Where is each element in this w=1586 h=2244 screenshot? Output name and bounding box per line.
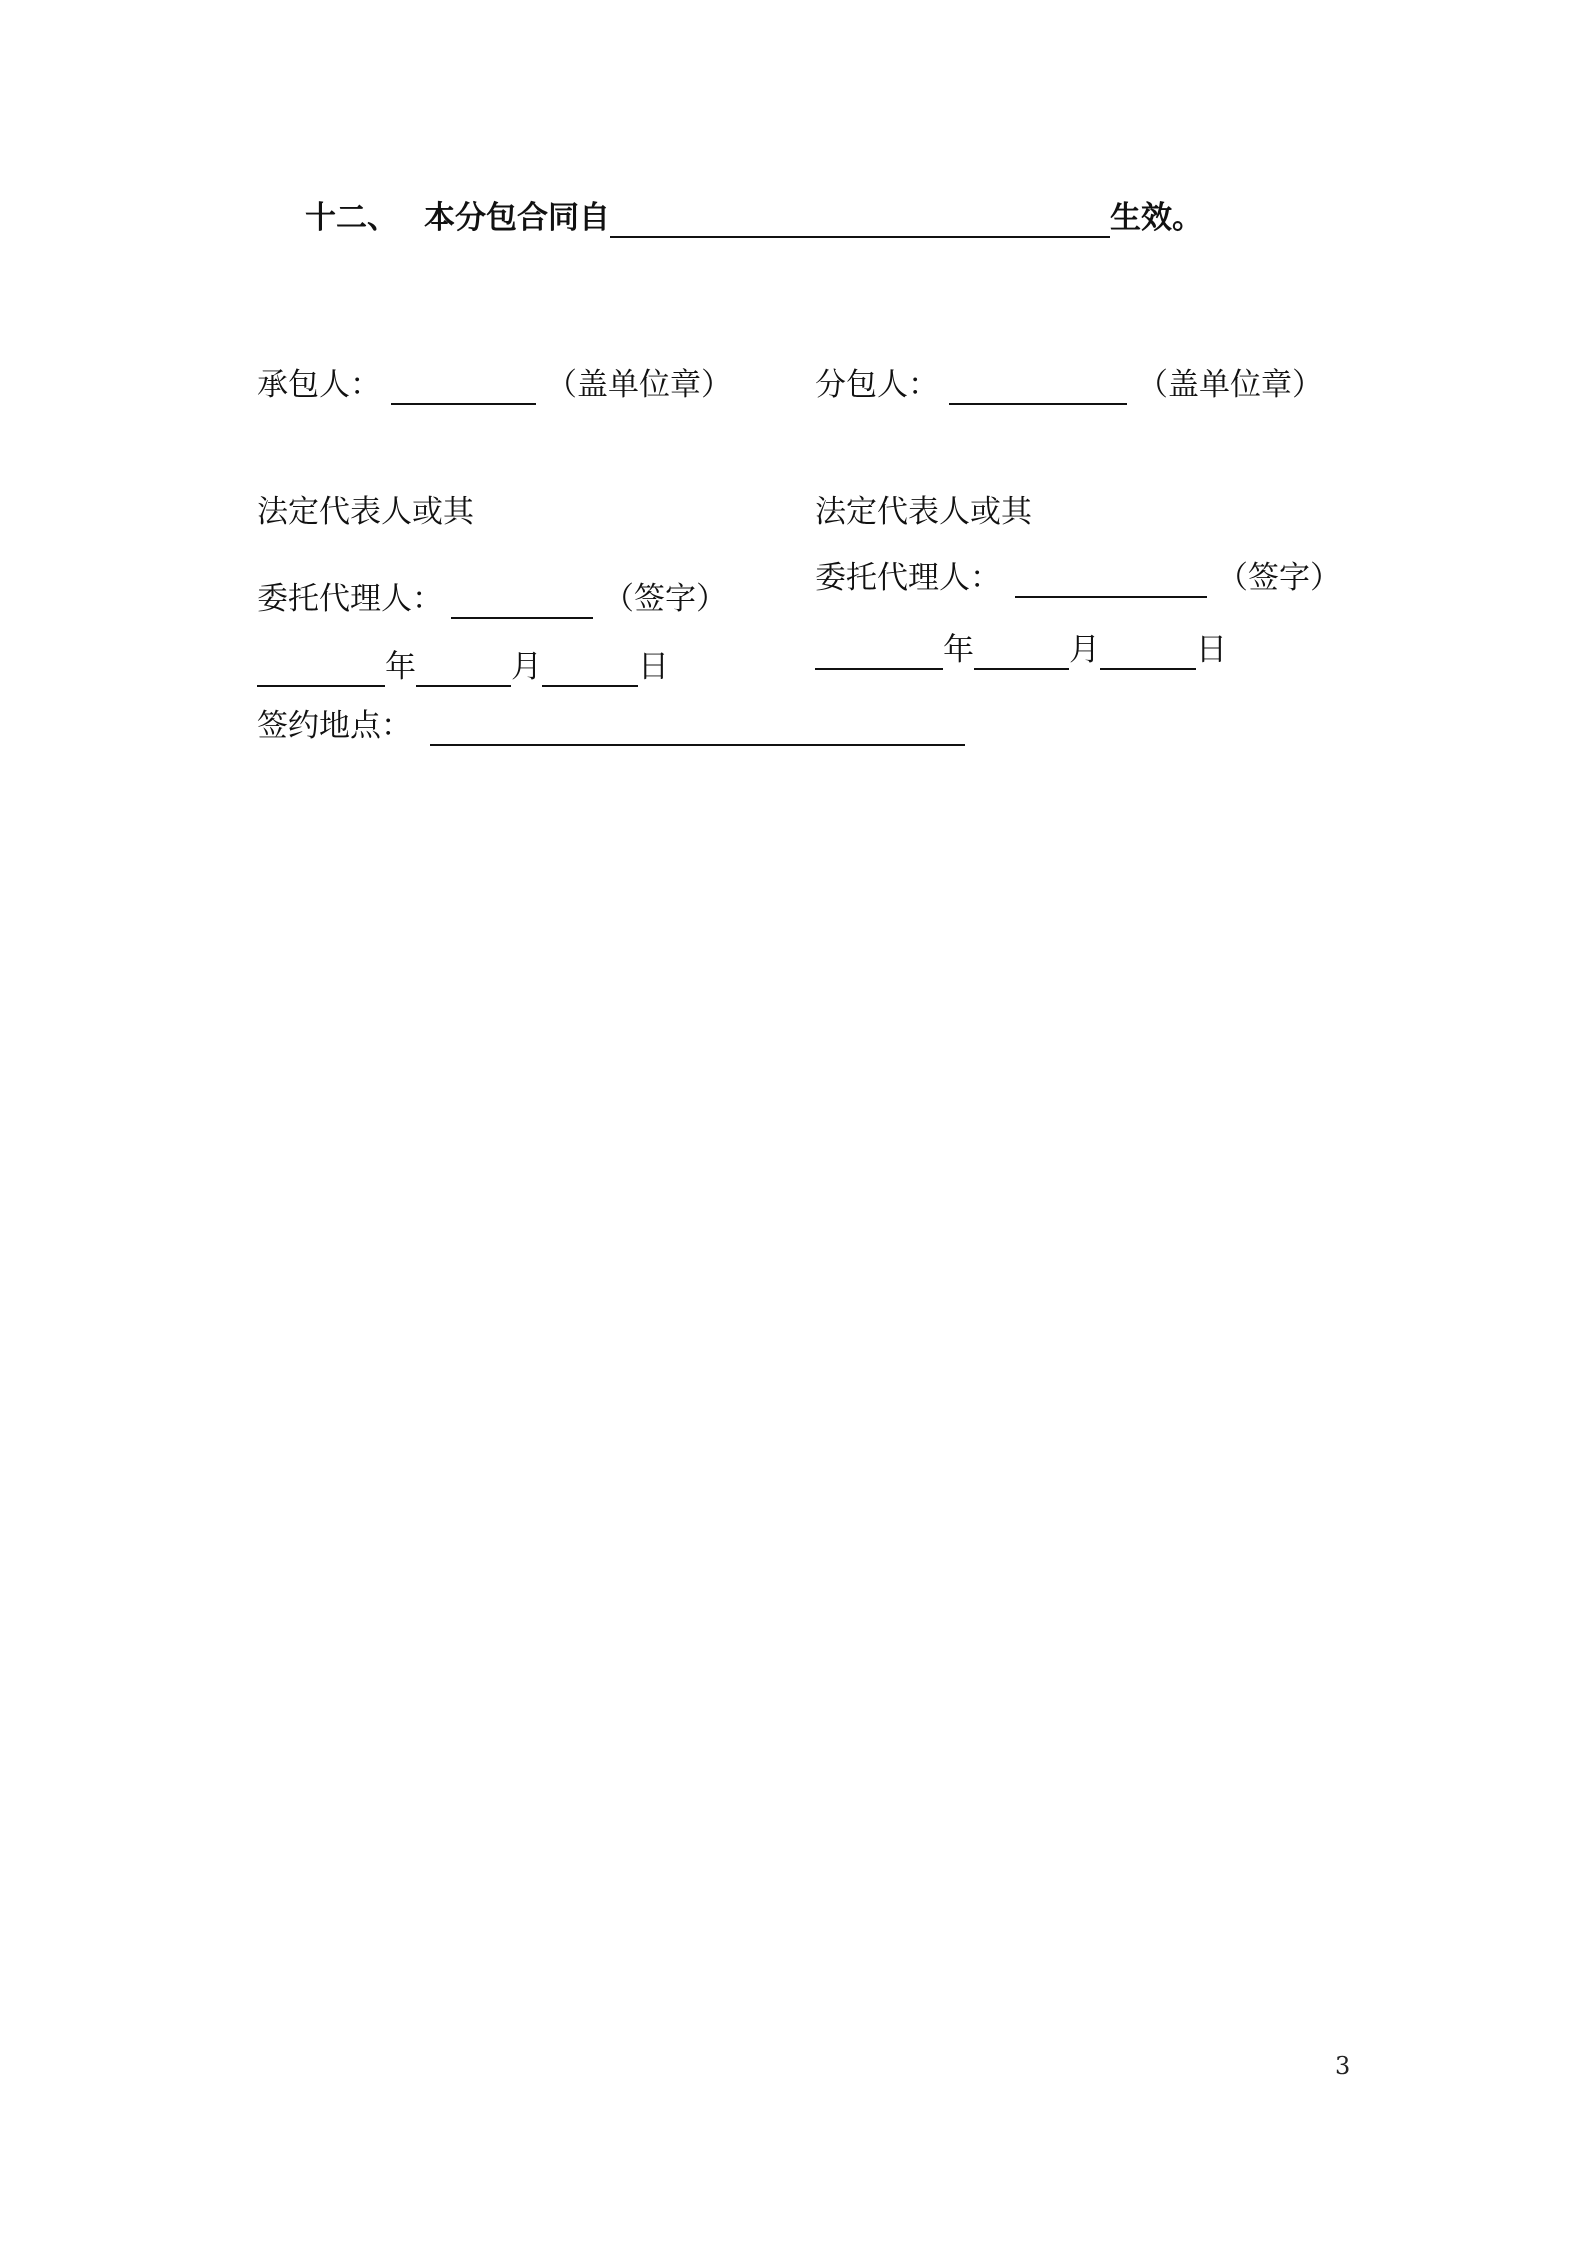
subcontractor-label: 分包人：: [815, 367, 939, 403]
left-sign-note: （签字）: [603, 581, 727, 617]
left-year-label: 年: [385, 649, 416, 685]
left-date-row: [257, 647, 669, 687]
subcontractor-seal-note: （盖单位章）: [1137, 367, 1323, 403]
contractor-label: 承包人：: [257, 367, 381, 403]
left-month-blank[interactable]: [416, 653, 511, 687]
subcontractor-row: [815, 365, 1323, 405]
right-legal-rep: [815, 492, 1032, 532]
left-legal-rep: [257, 492, 474, 532]
right-day-label: 日: [1196, 632, 1227, 668]
page-number: 3: [1335, 2052, 1351, 2080]
right-agent-blank[interactable]: [1015, 564, 1207, 598]
clause-twelve: [305, 198, 1203, 238]
signing-place-label: 签约地点：: [257, 708, 412, 744]
right-month-blank[interactable]: [974, 636, 1069, 670]
clause-text-before: 本分包合同自: [424, 200, 610, 236]
left-agent-blank[interactable]: [451, 585, 593, 619]
right-agent-label: 委托代理人：: [815, 560, 1001, 596]
left-agent-row: [257, 579, 727, 619]
clause-text-after: 生效。: [1110, 200, 1203, 236]
signing-place-blank[interactable]: [430, 712, 965, 746]
right-sign-note: （签字）: [1217, 560, 1341, 596]
contractor-seal-note: （盖单位章）: [546, 367, 732, 403]
right-agent-row: [815, 558, 1341, 598]
left-year-blank[interactable]: [257, 653, 385, 687]
right-date-row: [815, 630, 1227, 670]
left-agent-label: 委托代理人：: [257, 581, 443, 617]
right-day-blank[interactable]: [1100, 636, 1196, 670]
right-month-label: 月: [1069, 632, 1100, 668]
right-legal-rep-label: 法定代表人或其: [815, 494, 1032, 530]
left-legal-rep-label: 法定代表人或其: [257, 494, 474, 530]
right-year-blank[interactable]: [815, 636, 943, 670]
effective-date-blank[interactable]: [610, 204, 1110, 238]
left-month-label: 月: [511, 649, 542, 685]
subcontractor-blank[interactable]: [949, 371, 1127, 405]
contractor-row: [257, 365, 732, 405]
right-year-label: 年: [943, 632, 974, 668]
left-day-label: 日: [638, 649, 669, 685]
left-day-blank[interactable]: [542, 653, 638, 687]
clause-number: 十二、: [305, 200, 398, 236]
signing-place-row: [257, 706, 965, 746]
contractor-blank[interactable]: [391, 371, 536, 405]
